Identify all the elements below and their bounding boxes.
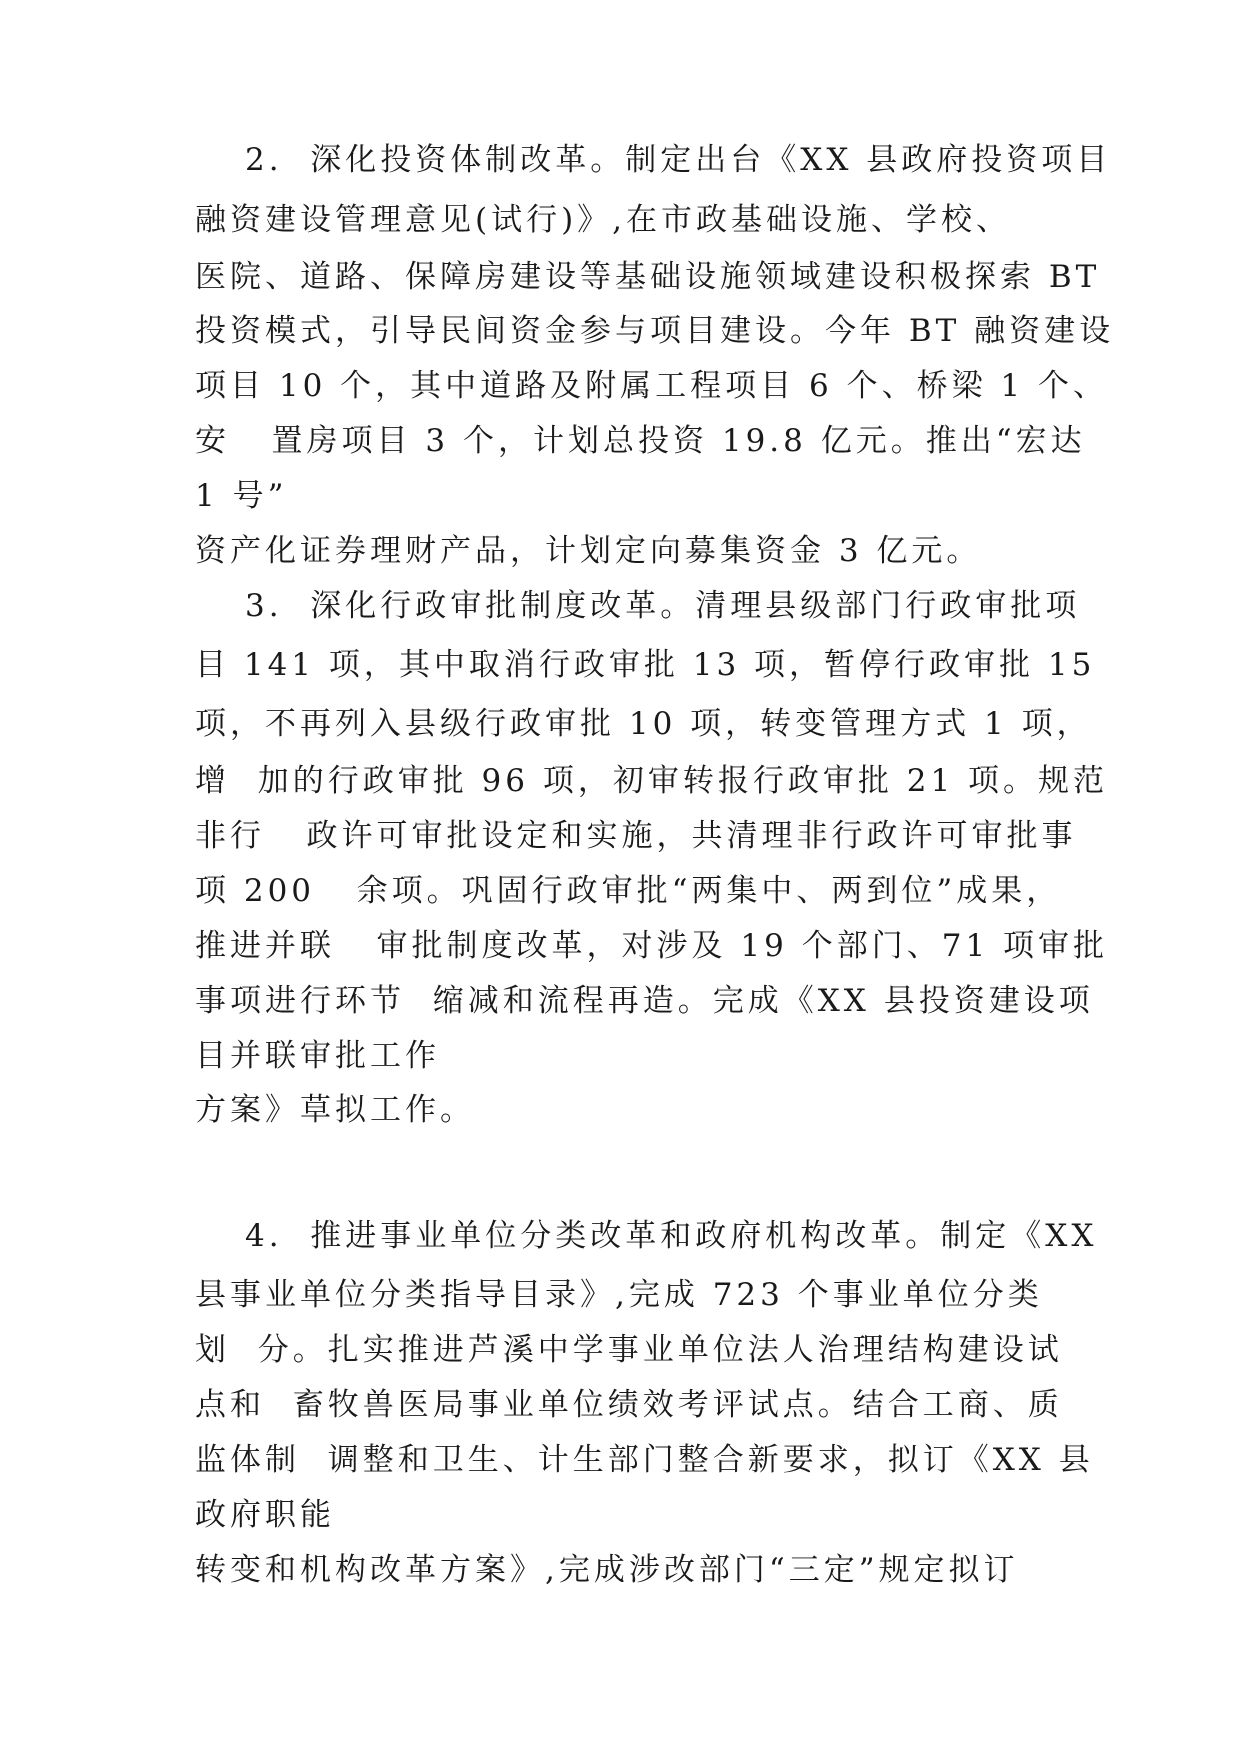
paragraph-line: 项目 10 个，其中道路及附属工程项目 6 个、桥梁 1 个、 (195, 368, 1109, 404)
paragraph-line: 推进并联 审批制度改革，对涉及 19 个部门、71 项审批 (195, 928, 1109, 964)
paragraph-line: 点和 畜牧兽医局事业单位绩效考评试点。结合工商、质 (195, 1387, 1063, 1423)
paragraph-line: 医院、道路、保障房建设等基础设施领域建设积极探索 BT (195, 259, 1101, 295)
paragraph-line: 增 加的行政审批 96 项，初审转报行政审批 21 项。规范 (195, 763, 1109, 799)
paragraph-line: 非行 政许可审批设定和实施，共清理非行政许可审批事 (195, 818, 1077, 854)
paragraph-line: 事项进行环节 缩减和流程再造。完成《XX 县投资建设项 (195, 983, 1094, 1019)
paragraph-line: 2. 深化投资体制改革。制定出台《XX 县政府投资项目 (245, 142, 1112, 178)
paragraph-line: 划 分。扎实推进芦溪中学事业单位法人治理结构建设试 (195, 1332, 1063, 1368)
paragraph-line: 融资建设管理意见(试行)》,在市政基础设施、学校、 (195, 202, 1012, 238)
paragraph-line: 方案》草拟工作。 (195, 1092, 475, 1128)
paragraph-line: 投资模式，引导民间资金参与项目建设。今年 BT 融资建设 (195, 313, 1115, 349)
paragraph-line: 项，不再列入县级行政审批 10 项，转变管理方式 1 项， (195, 706, 1092, 742)
paragraph-line: 项 200 余项。巩固行政审批“两集中、两到位”成果， (195, 873, 1062, 909)
paragraph-line: 转变和机构改革方案》,完成涉改部门“三定”规定拟订 (195, 1552, 1019, 1588)
paragraph-line: 县事业单位分类指导目录》,完成 723 个事业单位分类 (195, 1277, 1043, 1313)
paragraph-line: 1 号” (195, 478, 288, 514)
paragraph-line: 资产化证券理财产品，计划定向募集资金 3 亿元。 (195, 533, 982, 569)
paragraph-line: 4. 推进事业单位分类改革和政府机构改革。制定《XX (245, 1218, 1098, 1254)
paragraph-line: 监体制 调整和卫生、计生部门整合新要求，拟订《XX 县 (195, 1442, 1094, 1478)
paragraph-line: 政府职能 (195, 1497, 335, 1533)
paragraph-line: 3. 深化行政审批制度改革。清理县级部门行政审批项 (245, 588, 1081, 624)
paragraph-line: 目并联审批工作 (195, 1038, 440, 1074)
paragraph-line: 安 置房项目 3 个，计划总投资 19.8 亿元。推出“宏达 (195, 423, 1086, 459)
paragraph-line: 目 141 项，其中取消行政审批 13 项，暂停行政审批 15 (195, 647, 1096, 683)
